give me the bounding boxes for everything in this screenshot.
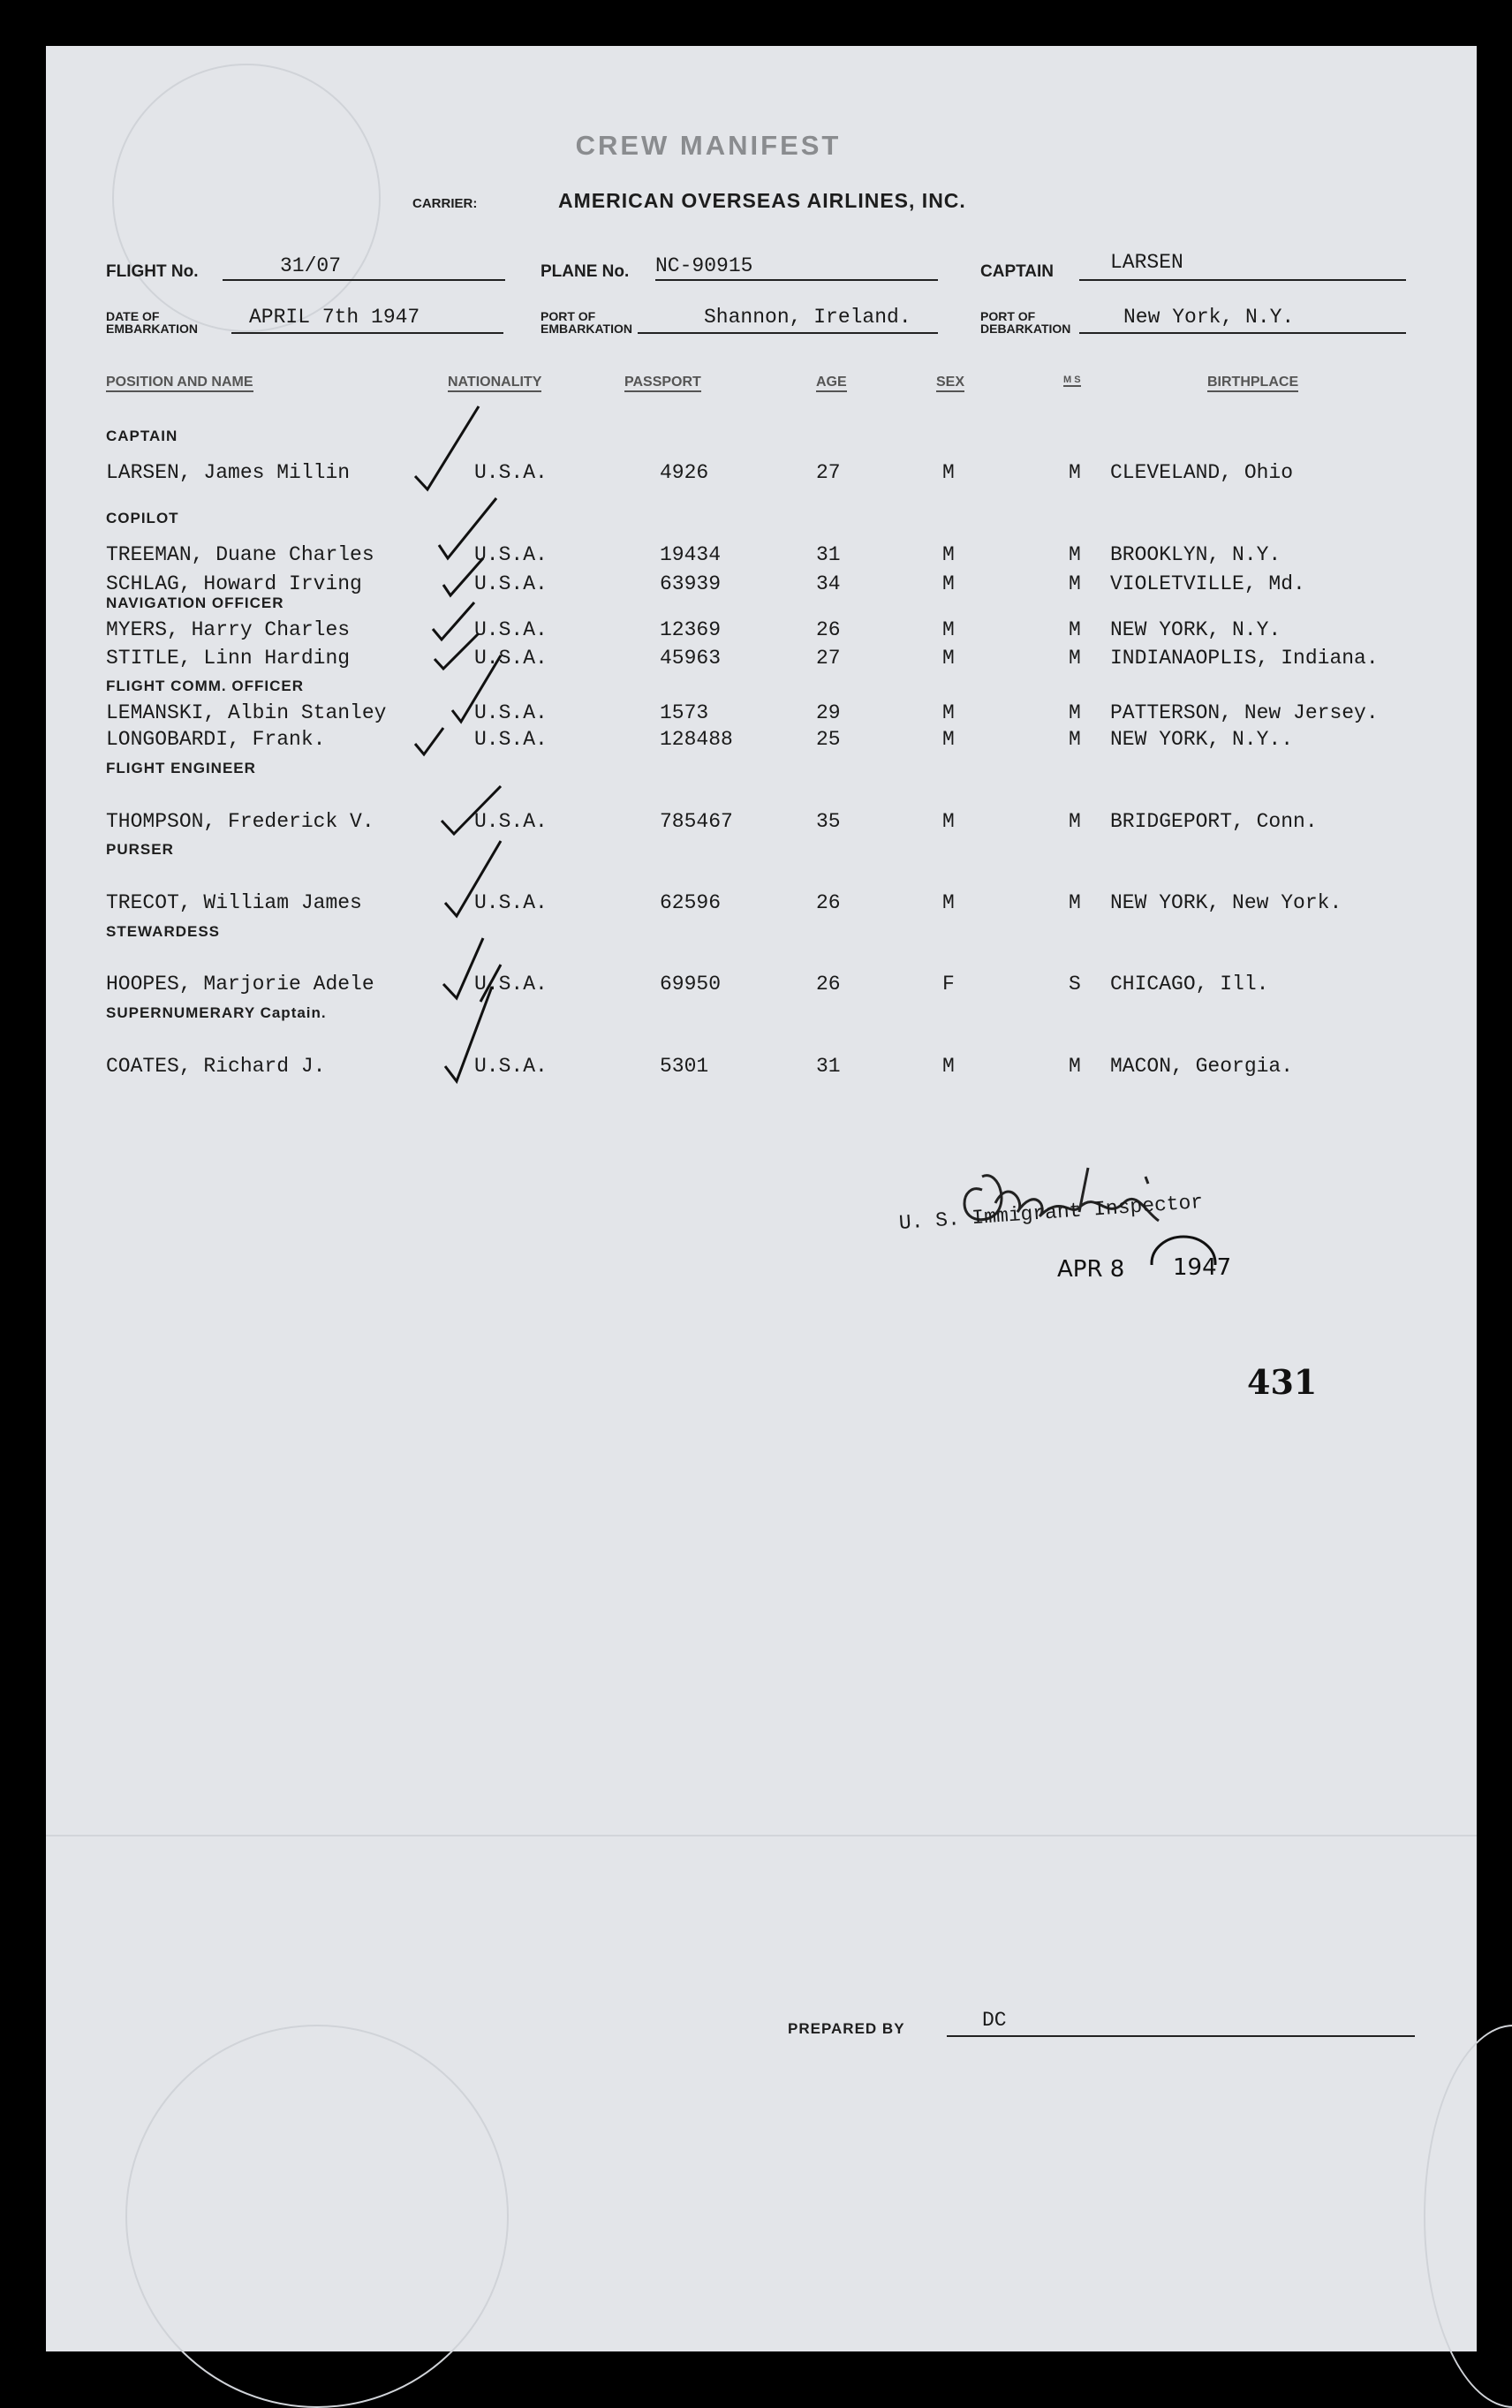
crew-age: 34: [816, 572, 841, 595]
port-debarkation-label: PORT OF DEBARKATION: [980, 309, 1071, 336]
crew-marital: M: [1069, 461, 1081, 484]
crew-name: LEMANSKI, Albin Stanley: [106, 701, 387, 724]
crew-sex: M: [942, 461, 955, 484]
section-navigation-officer: NAVIGATION OFFICER: [106, 594, 284, 611]
check-mark-icon: [442, 786, 501, 834]
crew-passport: 4926: [660, 461, 709, 484]
crew-sex: M: [942, 647, 955, 670]
check-mark-icon: [443, 938, 501, 1002]
stamp-year: 1947: [1173, 1254, 1232, 1281]
crew-nationality: U.S.A.: [474, 647, 548, 670]
crew-nationality: U.S.A.: [474, 543, 548, 566]
document-title: CREW MANIFEST: [575, 130, 842, 161]
prepared-by-label: PREPARED BY: [788, 2020, 905, 2037]
crew-marital: M: [1069, 543, 1081, 566]
prepared-by-value: DC: [982, 2009, 1007, 2032]
section-stewardess: STEWARDESS: [106, 923, 221, 940]
check-mark-icon: [445, 987, 492, 1081]
crew-name: HOOPES, Marjorie Adele: [106, 973, 374, 996]
crew-age: 27: [816, 461, 841, 484]
crew-passport: 128488: [660, 728, 733, 751]
carrier-name: AMERICAN OVERSEAS AIRLINES, INC.: [558, 189, 966, 212]
crew-nationality: U.S.A.: [474, 891, 548, 914]
crew-sex: M: [942, 728, 955, 751]
crew-age: 27: [816, 647, 841, 670]
crew-marital: M: [1069, 572, 1081, 595]
crew-passport: 69950: [660, 973, 722, 996]
crew-marital: M: [1069, 728, 1081, 751]
crew-age: 26: [816, 973, 841, 996]
crew-marital: M: [1069, 647, 1081, 670]
crew-birthplace: NEW YORK, N.Y.: [1110, 618, 1281, 641]
crew-name: COATES, Richard J.: [106, 1055, 326, 1078]
date-label: DATE OF EMBARKATION: [106, 309, 198, 336]
crew-age: 26: [816, 618, 841, 641]
crew-birthplace: INDIANAOPLIS, Indiana.: [1110, 647, 1379, 670]
crew-passport: 12369: [660, 618, 722, 641]
prepared-by-line: [947, 2035, 1415, 2037]
crew-age: 26: [816, 891, 841, 914]
crew-passport: 62596: [660, 891, 722, 914]
crew-nationality: U.S.A.: [474, 973, 548, 996]
section-supernumerary: SUPERNUMERARY Captain.: [106, 1004, 327, 1021]
crew-sex: M: [942, 891, 955, 914]
check-mark-icon: [415, 728, 443, 754]
crew-nationality: U.S.A.: [474, 728, 548, 751]
crew-nationality: U.S.A.: [474, 572, 548, 595]
check-mark-icon: [415, 406, 479, 489]
crew-nationality: U.S.A.: [474, 461, 548, 484]
section-flight-engineer: FLIGHT ENGINEER: [106, 760, 256, 776]
crew-name: MYERS, Harry Charles: [106, 618, 351, 641]
crew-sex: M: [942, 810, 955, 833]
crew-age: 25: [816, 728, 841, 751]
section-captain: CAPTAIN: [106, 428, 178, 444]
check-mark-icon: [433, 602, 474, 640]
section-purser: PURSER: [106, 841, 174, 858]
crew-marital: S: [1069, 973, 1081, 996]
crew-birthplace: NEW YORK, New York.: [1110, 891, 1342, 914]
crew-name: THOMPSON, Frederick V.: [106, 810, 374, 833]
crew-name: TRECOT, William James: [106, 891, 362, 914]
check-mark-icon: [439, 498, 496, 558]
plane-no-label: PLANE No.: [541, 262, 630, 281]
col-marital: M S: [1063, 375, 1081, 385]
crew-birthplace: CLEVELAND, Ohio: [1110, 461, 1294, 484]
crew-birthplace: BRIDGEPORT, Conn.: [1110, 810, 1318, 833]
crew-sex: M: [942, 701, 955, 724]
captain-label: CAPTAIN: [980, 262, 1055, 281]
section-copilot: COPILOT: [106, 510, 179, 526]
plane-no-value: NC-90915: [655, 254, 753, 277]
crew-passport: 1573: [660, 701, 709, 724]
check-mark-icon: [445, 841, 501, 916]
crew-marital: M: [1069, 810, 1081, 833]
crew-name: TREEMAN, Duane Charles: [106, 543, 374, 566]
col-position-name: POSITION AND NAME: [106, 375, 253, 392]
flight-no-label: FLIGHT No.: [106, 262, 199, 281]
crew-nationality: U.S.A.: [474, 701, 548, 724]
crew-birthplace: NEW YORK, N.Y..: [1110, 728, 1294, 751]
captain-value: LARSEN: [1110, 251, 1183, 274]
crew-age: 31: [816, 543, 841, 566]
crew-name: SCHLAG, Howard Irving: [106, 572, 362, 595]
crew-marital: M: [1069, 1055, 1081, 1078]
crew-marital: M: [1069, 618, 1081, 641]
port-embarkation-value: Shannon, Ireland.: [704, 306, 911, 329]
crew-birthplace: PATTERSON, New Jersey.: [1110, 701, 1379, 724]
crew-passport: 5301: [660, 1055, 709, 1078]
crew-nationality: U.S.A.: [474, 1055, 548, 1078]
section-flight-comm-officer: FLIGHT COMM. OFFICER: [106, 678, 304, 694]
port-debarkation-value: New York, N.Y.: [1123, 306, 1295, 329]
col-passport: PASSPORT: [624, 375, 701, 392]
watermark-seal-bottom: [125, 2025, 509, 2408]
crew-sex: M: [942, 543, 955, 566]
crew-marital: M: [1069, 701, 1081, 724]
crew-sex: M: [942, 1055, 955, 1078]
crew-birthplace: CHICAGO, Ill.: [1110, 973, 1269, 996]
col-birthplace: BIRTHPLACE: [1207, 375, 1298, 392]
crew-name: LONGOBARDI, Frank.: [106, 728, 326, 751]
crew-age: 35: [816, 810, 841, 833]
stamp-date: APR 8: [1057, 1256, 1125, 1283]
crew-passport: 63939: [660, 572, 722, 595]
crew-birthplace: VIOLETVILLE, Md.: [1110, 572, 1305, 595]
check-mark-icon: [443, 558, 483, 595]
page-number: 431: [1247, 1362, 1318, 1402]
crew-nationality: U.S.A.: [474, 810, 548, 833]
crew-passport: 785467: [660, 810, 733, 833]
crew-passport: 19434: [660, 543, 722, 566]
watermark-seal-right: [1424, 2025, 1512, 2408]
inspector-label: U. S. Immigrant Inspector: [898, 1190, 1205, 1235]
crew-age: 31: [816, 1055, 841, 1078]
crew-birthplace: BROOKLYN, N.Y.: [1110, 543, 1281, 566]
date-value: APRIL 7th 1947: [249, 306, 420, 329]
check-marks: [46, 46, 1477, 1194]
crew-birthplace: MACON, Georgia.: [1110, 1055, 1294, 1078]
col-age: AGE: [816, 375, 847, 392]
crew-name: STITLE, Linn Harding: [106, 647, 351, 670]
crew-marital: M: [1069, 891, 1081, 914]
carrier-label: CARRIER:: [412, 196, 478, 211]
crew-sex: F: [942, 973, 955, 996]
crew-nationality: U.S.A.: [474, 618, 548, 641]
crew-age: 29: [816, 701, 841, 724]
flight-no-value: 31/07: [280, 254, 342, 277]
crew-name: LARSEN, James Millin: [106, 461, 351, 484]
crew-sex: M: [942, 618, 955, 641]
col-nationality: NATIONALITY: [448, 375, 541, 392]
check-mark-icon: [452, 655, 501, 722]
col-sex: SEX: [936, 375, 964, 392]
crew-sex: M: [942, 572, 955, 595]
crew-passport: 45963: [660, 647, 722, 670]
port-embarkation-label: PORT OF EMBARKATION: [541, 309, 632, 336]
manifest-sheet: [46, 46, 1477, 2351]
